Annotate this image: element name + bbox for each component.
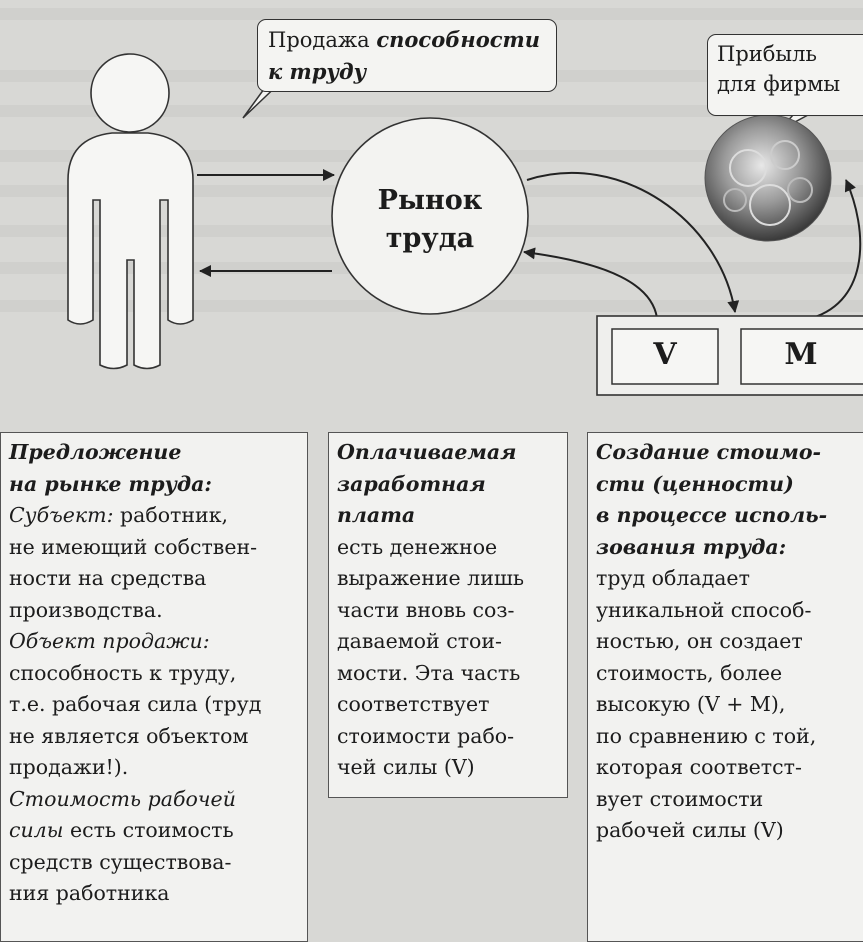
supply-subject-line-3: ности на средства (9, 566, 207, 590)
supply-object-line-4: продажи!). (9, 755, 129, 779)
supply-object-line-2: т.е. рабочая сила (труд (9, 692, 262, 716)
supply-cost-line-2: средств существова- (9, 849, 232, 874)
value-line-5: высокую (V + M), (596, 692, 786, 716)
wage-line-7: стоимости рабо- (337, 723, 515, 748)
wage-line-1: есть денежное (337, 534, 498, 559)
wage-heading-2: заработная (337, 471, 486, 496)
supply-cost-label-2: силы (9, 818, 64, 842)
callout-sale-text: Продажа (268, 28, 377, 52)
callout-sale-emphasis-2: к труду (268, 59, 367, 84)
wage-line-6: соответствует (337, 692, 490, 716)
supply-heading-2: на рынке труда: (9, 471, 212, 496)
value-line-9: рабочей силы (V) (596, 818, 784, 842)
supply-subject-line-4: производства. (9, 597, 163, 622)
coins-icon (705, 115, 831, 241)
value-line-2: уникальной способ- (596, 597, 812, 622)
callout-profit-line1: Прибыль (717, 42, 817, 66)
value-heading-1: Создание стоимо- (596, 440, 822, 464)
wage-box (328, 432, 568, 798)
supply-cost-line-3: ния работника (9, 881, 170, 905)
value-heading-2: сти (ценности) (596, 471, 794, 496)
wage-heading-1: Оплачиваемая (337, 440, 517, 464)
m-label: M (784, 337, 818, 372)
wage-heading-3: плата (337, 503, 416, 527)
supply-object-label: Объект продажи: (9, 629, 210, 653)
supply-heading-1: Предложение (9, 440, 182, 464)
value-line-1: труд обладает (596, 566, 750, 590)
labor-market-line1: Рынок (377, 185, 483, 216)
callout-sale (257, 19, 557, 92)
callout-profit (707, 34, 863, 116)
value-heading-4: зования труда: (596, 534, 787, 559)
supply-box (0, 432, 308, 942)
supply-subject-line-2: не имеющий собствен- (9, 534, 258, 559)
value-creation-box (587, 432, 863, 942)
value-line-7: которая соответст- (596, 755, 802, 779)
wage-line-2: выражение лишь (337, 566, 525, 590)
supply-subject-label: Субъект: (9, 503, 114, 527)
wage-line-4: даваемой стои- (337, 629, 502, 653)
callout-sale-emphasis: способности (376, 27, 540, 52)
value-heading-3: в процессе исполь- (596, 503, 828, 527)
worker-figure-icon (68, 54, 193, 369)
value-line-3: ностью, он создает (596, 629, 803, 653)
supply-cost-label: Стоимость рабочей (9, 786, 236, 811)
callout-profit-line2: для фирмы (717, 72, 841, 96)
value-line-4: стоимость, более (596, 660, 783, 685)
value-line-8: вует стоимости (596, 786, 764, 811)
wage-line-8: чей силы (V) (337, 755, 475, 779)
wage-line-3: части вновь соз- (337, 597, 515, 622)
arrow-v-to-market (524, 252, 657, 318)
supply-object-line-3: не является объектом (9, 723, 249, 748)
wage-line-5: мости. Эта часть (337, 660, 521, 685)
arrow-market-to-value (527, 173, 735, 312)
supply-subject-text: работник, (113, 503, 229, 527)
supply-cost-text-1: есть стоимость (63, 818, 234, 842)
v-label: V (653, 337, 677, 372)
labor-market-label (360, 182, 500, 258)
supply-object-line-1: способность к труду, (9, 660, 237, 685)
labor-market-line2: труда (385, 223, 475, 254)
value-line-6: по сравнению с той, (596, 723, 817, 748)
